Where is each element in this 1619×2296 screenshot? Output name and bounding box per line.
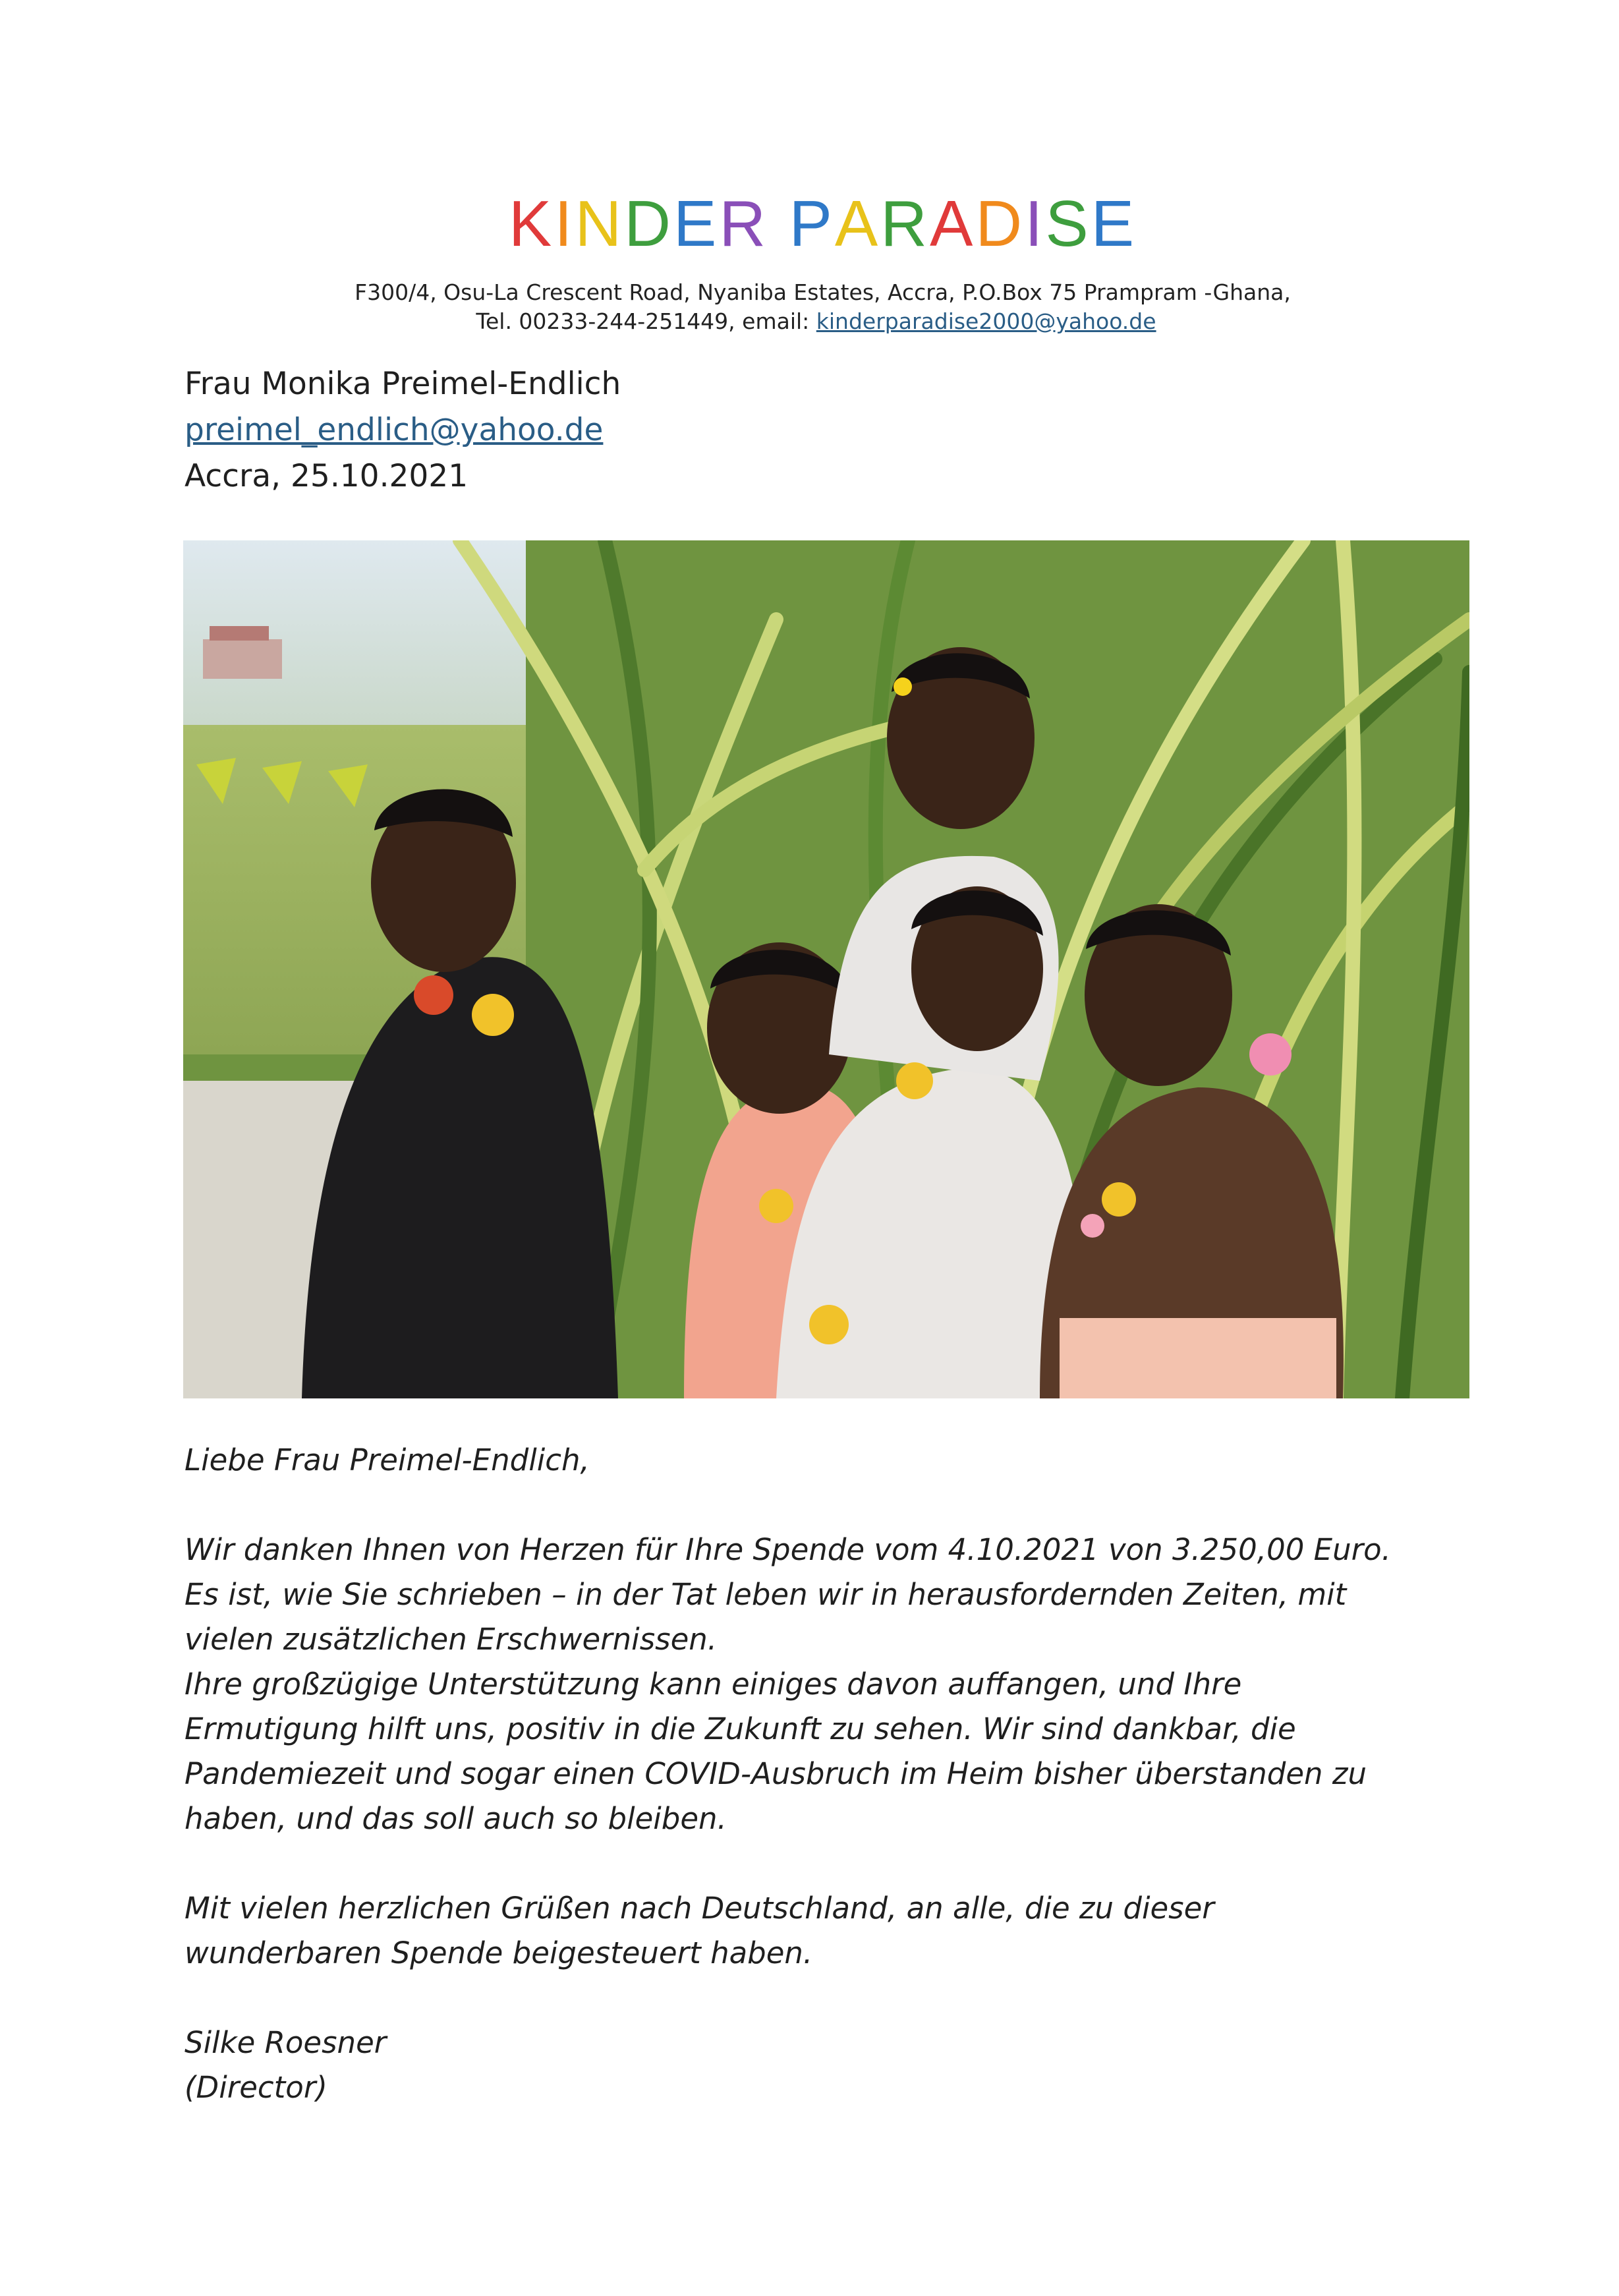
letter-body	[185, 1438, 1476, 2110]
logo-letter: I	[554, 187, 575, 260]
logo-letter: P	[789, 187, 835, 260]
body-line: Es ist, wie Sie schrieben – in der Tat leben wir in herausfordernden Zeiten, mit	[185, 1577, 1347, 1612]
address-line: F300/4, Osu-La Crescent Road, Nyaniba Estates, Accra, P.O.Box 75 Prampram -Ghana,	[355, 279, 1291, 305]
signature-name: Silke Roesner	[185, 2025, 387, 2060]
paragraph-thanks	[185, 1528, 1476, 1841]
body-line: Pandemiezeit und sogar einen COVID-Ausbruch im Heim bisher überstanden zu	[185, 1756, 1367, 1791]
body-line: vielen zusätzlichen Erschwernissen.	[185, 1622, 718, 1657]
body-line: Wir danken Ihnen von Herzen für Ihre Spende vom 4.10.2021 von 3.250,00 Euro.	[185, 1532, 1391, 1567]
recipient-name: Frau Monika Preimel-Endlich	[185, 366, 621, 402]
photo-illustration	[183, 540, 1469, 1398]
logo-letter: A	[929, 187, 976, 260]
body-line: wunderbaren Spende beigesteuert haben.	[185, 1936, 813, 1970]
logo-letter: S	[1045, 187, 1091, 260]
body-line: Ihre großzügige Unterstützung kann einiges davon auffangen, und Ihre	[185, 1667, 1242, 1702]
salutation: Liebe Frau Preimel-Endlich,	[185, 1443, 590, 1478]
contact-line	[13, 307, 1619, 336]
logo-letter: R	[880, 187, 930, 260]
recipient-block	[185, 361, 621, 500]
logo-letter: E	[673, 187, 720, 260]
logo-letter: D	[624, 187, 674, 260]
signature-title: (Director)	[185, 2070, 327, 2105]
logo-letter: I	[1025, 187, 1046, 260]
org-logo	[26, 187, 1619, 260]
body-line: Ermutigung hilft uns, positiv in die Zukunft zu sehen. Wir sind dankbar, die	[185, 1711, 1296, 1746]
logo-letter: K	[508, 187, 555, 260]
logo-letter: R	[719, 187, 769, 260]
place-date: Accra, 25.10.2021	[185, 458, 469, 494]
body-line: haben, und das soll auch so bleiben.	[185, 1801, 727, 1836]
logo-letter: D	[975, 187, 1025, 260]
org-email-link[interactable]: kinderparadise2000@yahoo.de	[816, 308, 1156, 334]
recipient-email-link[interactable]: preimel_endlich@yahoo.de	[185, 412, 604, 448]
logo-letter: N	[575, 187, 625, 260]
logo-letter: A	[834, 187, 881, 260]
logo-letter	[768, 191, 789, 256]
contact-prefix: Tel. 00233-244-251449, email:	[476, 308, 816, 334]
body-line: Mit vielen herzlichen Grüßen nach Deutschland, an alle, die zu dieser	[185, 1891, 1214, 1926]
letterhead	[0, 187, 1619, 336]
logo-letter: E	[1091, 187, 1137, 260]
children-photo	[183, 540, 1469, 1398]
paragraph-greetings	[185, 1886, 1476, 1976]
